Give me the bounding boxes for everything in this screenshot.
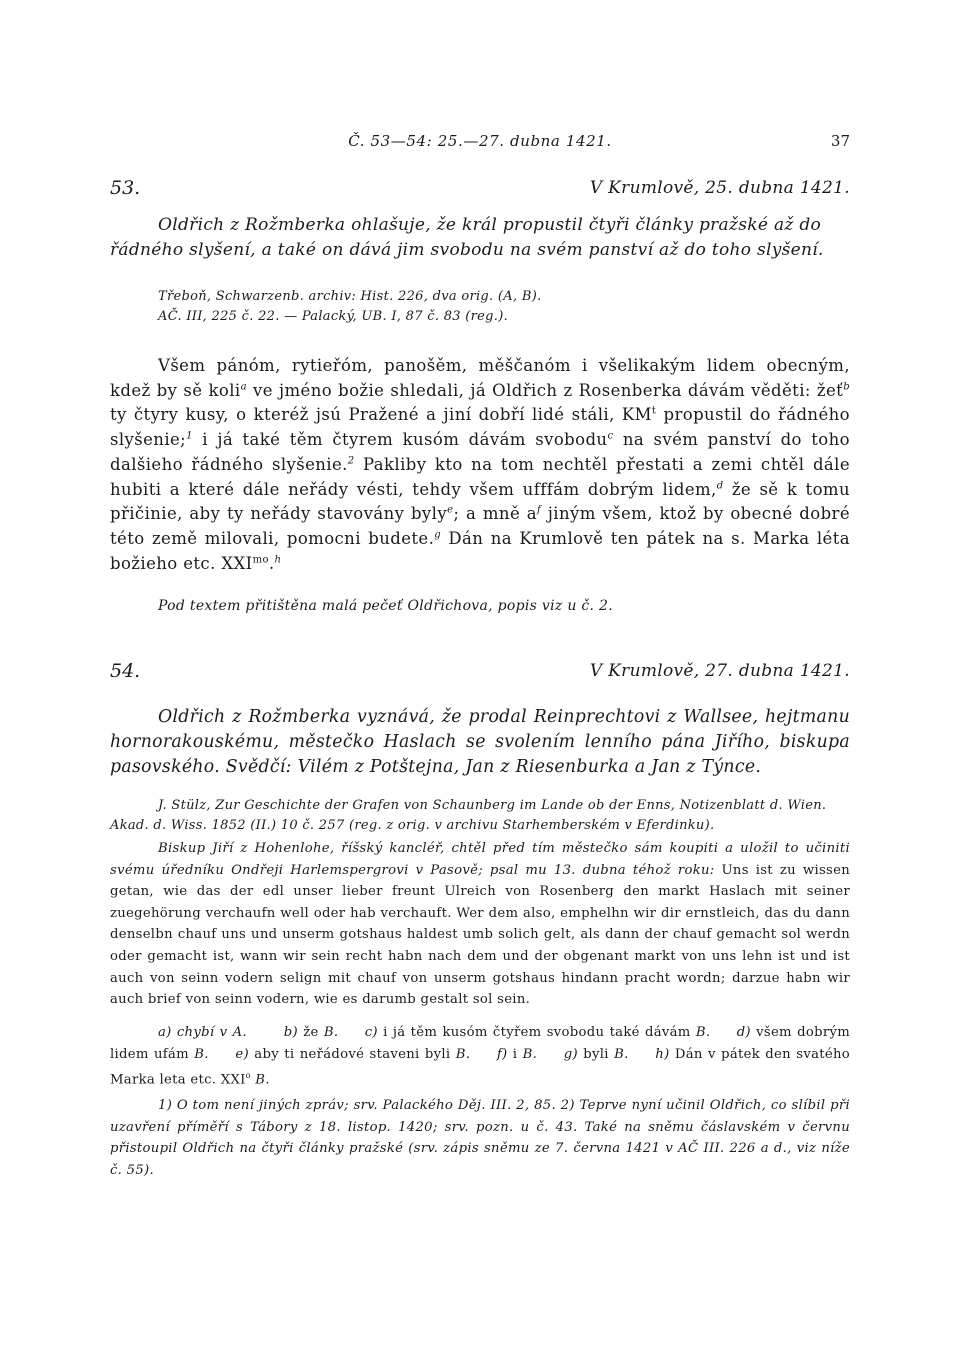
note-sig-d: d) bbox=[736, 1025, 751, 1040]
note-sig-f: f) bbox=[496, 1046, 508, 1062]
footnote-mark: g bbox=[434, 529, 442, 541]
footnote-mark: b bbox=[843, 381, 851, 393]
footnote-mark: 1 bbox=[186, 430, 193, 442]
note-src-e: B. bbox=[455, 1046, 471, 1062]
text-seg: Pakliby kto na tom nechtěl přestati a zemi chtěl dále hubiti a které dále neřády vésti, tehdy všem ufffám dobrým lidem, bbox=[110, 454, 850, 499]
note-src-g: B. bbox=[614, 1046, 629, 1062]
note-src-h: B. bbox=[255, 1072, 270, 1088]
note-sig-g: g) bbox=[563, 1046, 578, 1062]
doc-54-number: 54. bbox=[110, 660, 141, 682]
note-sig-b: b) bbox=[283, 1025, 298, 1040]
text-seg: ve jméno božie shledali, já Oldřich z Rosenberka dávám věděti: žeť bbox=[246, 380, 844, 400]
doc-53-number: 53. bbox=[110, 177, 141, 199]
text-seg: Dán na Krumlově ten pátek na s. Marka léta božieho etc. XXI bbox=[110, 528, 850, 573]
note-sig-c: c) bbox=[364, 1025, 378, 1040]
text-seg: propustil do řádného slyšenie; bbox=[110, 405, 850, 450]
excerpt-intro: Biskup Jiří z Hohenlohe, říšský kancléř, chtěl před tím městečko sám koupiti a uložil to učiniti svému úředníku Ondřeji Harlemspergrovi v Pasově; psal mu 13. dubna téhož roku: bbox=[110, 841, 850, 878]
text-seg: ; a mně a bbox=[453, 504, 538, 524]
doc-54-regest: Oldřich z Rožmberka vyznává, že prodal Reinprechtovi z Wallsee, hejtmanu hornorakouskému, městečko Haslach se svolením lenního pána Jiřího, biskupa pasovského. Svědčí: Vilém z Potštejna, Jan z Riesenburka a Jan z Týnce. bbox=[110, 707, 850, 777]
note-sig-e: e) bbox=[235, 1046, 249, 1062]
doc-53-source bbox=[158, 287, 850, 327]
note-text-h: Dán v pátek den svatého Marka leta etc. XXI bbox=[110, 1046, 850, 1088]
footnote-mark: c bbox=[607, 430, 614, 442]
note-text-d: všem dobrým lidem ufám bbox=[110, 1025, 851, 1062]
abbrev-mark: mo bbox=[252, 554, 269, 566]
footnote-mark: h bbox=[274, 554, 282, 566]
doc-53-source-line2: AČ. III, 225 č. 22. — Palacký, UB. I, 87 č. 83 (reg.). bbox=[158, 309, 509, 324]
footnote-mark: d bbox=[716, 480, 724, 492]
note-sup-h: o bbox=[245, 1071, 251, 1080]
text-seg: ty čtyry kusy, o kteréž jsú Pražené a jiní dobří lidé stáli, KM bbox=[110, 405, 652, 425]
text-seg: na svém panství do toho dalšieho řádného slyšenie. bbox=[110, 430, 850, 474]
note-text-c: i já těm kusóm čtyřem svobodu také dávám bbox=[377, 1025, 696, 1040]
text-seg: . bbox=[268, 553, 275, 573]
note-src-b: B. bbox=[323, 1025, 339, 1040]
note-sig-h: h) bbox=[655, 1046, 670, 1062]
doc-54-excerpt bbox=[110, 838, 850, 1011]
abbrev-mark: t bbox=[651, 405, 657, 417]
doc-53-regest-line2: řádného slyšení, a také on dává jim svobodu na svém panství až do toho slyšení. bbox=[110, 240, 824, 260]
doc-53-regest bbox=[110, 213, 850, 263]
note-text-b: že bbox=[297, 1025, 324, 1040]
note-text-g: byli bbox=[577, 1046, 615, 1062]
note-sig-a: a) bbox=[158, 1025, 172, 1040]
text-seg: Všem pánóm, rytieřóm, panošěm, měščanóm i všelikakým lidem obecným, kdež by sě koli bbox=[110, 356, 850, 400]
footnote-mark: e bbox=[447, 504, 454, 516]
note-src-d: B. bbox=[194, 1046, 209, 1062]
excerpt-german: Uns ist zu wissen getan, wie das der edl unser lieber freunt Ulreich von Rosenberg den markt Haslach mit seiner zuegehörung verchaufn well oder hab verchauft. Wer dem also, emphelhn wir dir ernstleich, das du dann denselbn chauf uns und unserm gotshaus haldest umb solich gelt, als dann der chauf gemacht sol werdn oder gemacht ist, wann wir sein recht habn nach dem und der obgenant markt von uns lehn ist und ist auch von seinn vodern selign mit chauf von unserm gotshaus hindann pracht wordn; darzue habn wir auch brief von seinn vodern, wie es darumb gestalt sol sein. bbox=[110, 862, 850, 1008]
text-seg: jiným všem, ktož by obecné dobré této země milovali, pomocni budete. bbox=[110, 504, 850, 548]
doc-53-seal-note: Pod textem přitištěna malá pečeť Oldřichova, popis viz u č. 2. bbox=[158, 598, 613, 614]
explanatory-notes: 1) O tom není jiných zpráv; srv. Palackého Děj. III. 2, 85. 2) Teprve nyní učinil Oldřich, co slíbil při uzavření příměří s Tábory z 18. listop. 1420; srv. pozn. u č. 43. Také na sněmu čáslavském v červnu přistoupil Oldřich na čtyři články pražské (srv. zápis sněmu ze 7. června 1421 v AČ III. 226 a d., viz níže č. 55). bbox=[110, 1098, 850, 1178]
critical-apparatus bbox=[110, 1022, 850, 1091]
note-text-e: aby ti neřádové staveni byli bbox=[248, 1046, 456, 1062]
running-title: Č. 53—54: 25.—27. dubna 1421. bbox=[348, 132, 612, 150]
note-src-f: B. bbox=[522, 1046, 538, 1062]
footnote-mark: 2 bbox=[347, 455, 355, 467]
footnote-mark: f bbox=[537, 504, 542, 516]
doc-53-regest-line1: Oldřich z Rožmberka ohlašuje, že král propustil čtyři články pražské až do bbox=[158, 215, 822, 235]
doc-53-text bbox=[110, 354, 850, 576]
note-text-a: chybí v A. bbox=[171, 1025, 247, 1040]
text-seg: i já také těm čtyrem kusóm dávám svobodu bbox=[192, 430, 608, 450]
doc-54-source: J. Stülz, Zur Geschichte der Grafen von Schaunberg im Lande ob der Enns, Notizenblatt d. Wien. Akad. d. Wiss. 1852 (II.) 10 č. 257 (reg. z orig. v archivu Starhemberském v Eferdinku). bbox=[110, 798, 827, 833]
page-number: 37 bbox=[830, 132, 850, 150]
footnote-mark: a bbox=[240, 381, 247, 393]
text-seg: že sě k tomu přičinie, aby ty neřády stavovány byly bbox=[110, 479, 850, 524]
doc-53-date: V Krumlově, 25. dubna 1421. bbox=[589, 178, 850, 198]
doc-53-source-line1: Třeboň, Schwarzenb. archiv: Hist. 226, dva orig. (A, B). bbox=[158, 289, 542, 304]
note-text-f: i bbox=[507, 1046, 523, 1062]
doc-54-date: V Krumlově, 27. dubna 1421. bbox=[589, 661, 850, 681]
note-src-c: B. bbox=[695, 1025, 711, 1040]
